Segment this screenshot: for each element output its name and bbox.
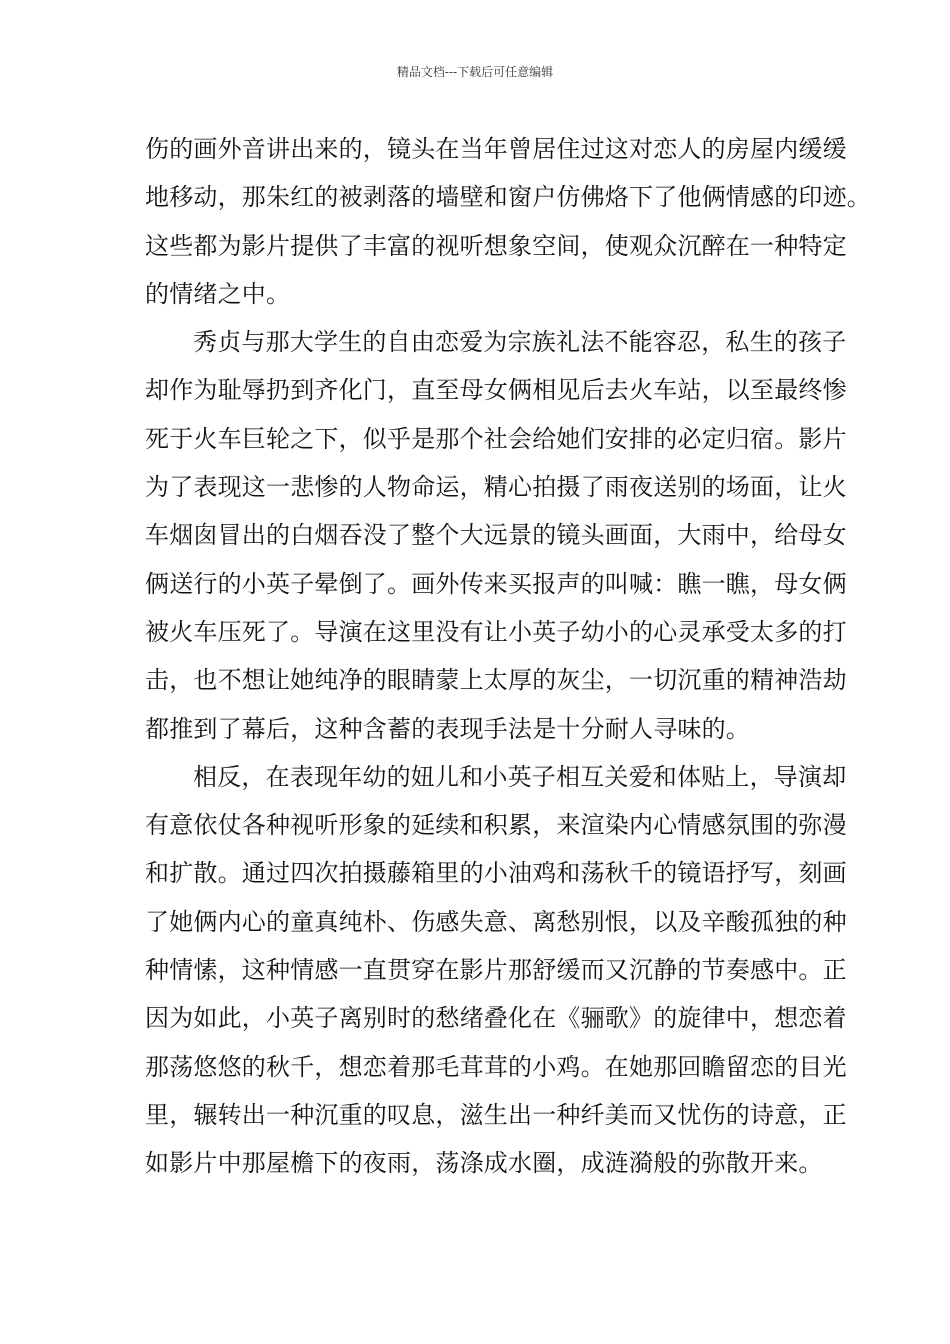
text-line: 俩送行的小英子晕倒了。画外传来买报声的叫喊：瞧一瞧，母女俩 bbox=[145, 569, 847, 598]
text-line: 车烟囱冒出的白烟吞没了整个大远景的镜头画面，大雨中，给母女 bbox=[145, 521, 847, 550]
text-line: 地移动，那朱红的被剥落的墙壁和窗户仿佛烙下了他俩情感的印迹。 bbox=[145, 183, 871, 212]
text-line: 那荡悠悠的秋千，想恋着那毛茸茸的小鸡。在她那回瞻留恋的目光 bbox=[145, 1052, 847, 1081]
text-line: 伤的画外音讲出来的，镜头在当年曾居住过这对恋人的房屋内缓缓 bbox=[145, 135, 847, 163]
page-header: 精品文档---下载后可任意编辑 bbox=[396, 65, 554, 79]
text-line: 都推到了幕后，这种含蓄的表现手法是十分耐人寻味的。 bbox=[145, 714, 750, 743]
text-line: 为了表现这一悲惨的人物命运，精心拍摄了雨夜送别的场面，让火 bbox=[145, 473, 847, 502]
text-line: 如影片中那屋檐下的夜雨，荡涤成水圈，成涟漪般的弥散开来。 bbox=[145, 1149, 823, 1178]
text-line: 却作为耻辱扔到齐化门，直至母女俩相见后去火车站，以至最终惨 bbox=[145, 376, 847, 405]
body-text bbox=[145, 132, 871, 1195]
text-line: 种情愫，这种情感一直贯穿在影片那舒缓而又沉静的节奏感中。正 bbox=[145, 956, 847, 985]
text-line: 的情绪之中。 bbox=[145, 279, 291, 308]
text-line: 里，辗转出一种沉重的叹息，滋生出一种纤美而又忧伤的诗意，正 bbox=[145, 1100, 847, 1129]
text-line: 击，也不想让她纯净的眼睛蒙上太厚的灰尘，一切沉重的精神浩劫 bbox=[145, 666, 847, 695]
text-line: 这些都为影片提供了丰富的视听想象空间，使观众沉醉在一种特定 bbox=[145, 231, 847, 260]
text-line: 秀贞与那大学生的自由恋爱为宗族礼法不能容忍，私生的孩子 bbox=[193, 328, 847, 357]
text-line: 相反，在表现年幼的妞儿和小英子相互关爱和体贴上，导演却 bbox=[193, 762, 847, 791]
text-line: 因为如此，小英子离别时的愁绪叠化在《骊歌》的旋律中，想恋着 bbox=[145, 1004, 847, 1033]
text-line: 了她俩内心的童真纯朴、伤感失意、离愁别恨，以及辛酸孤独的种 bbox=[145, 907, 847, 936]
paragraph bbox=[145, 132, 871, 325]
text-line: 被火车压死了。导演在这里没有让小英子幼小的心灵承受太多的打 bbox=[145, 617, 847, 646]
paragraph bbox=[145, 325, 847, 760]
text-line: 和扩散。通过四次拍摄藤箱里的小油鸡和荡秋千的镜语抒写，刻画 bbox=[145, 859, 847, 888]
text-line: 死于火车巨轮之下，似乎是那个社会给她们安排的必定归宿。影片 bbox=[145, 424, 847, 453]
text-line: 有意依仗各种视听形象的延续和积累，来渲染内心情感氛围的弥漫 bbox=[145, 811, 847, 840]
paragraph bbox=[145, 760, 847, 1195]
